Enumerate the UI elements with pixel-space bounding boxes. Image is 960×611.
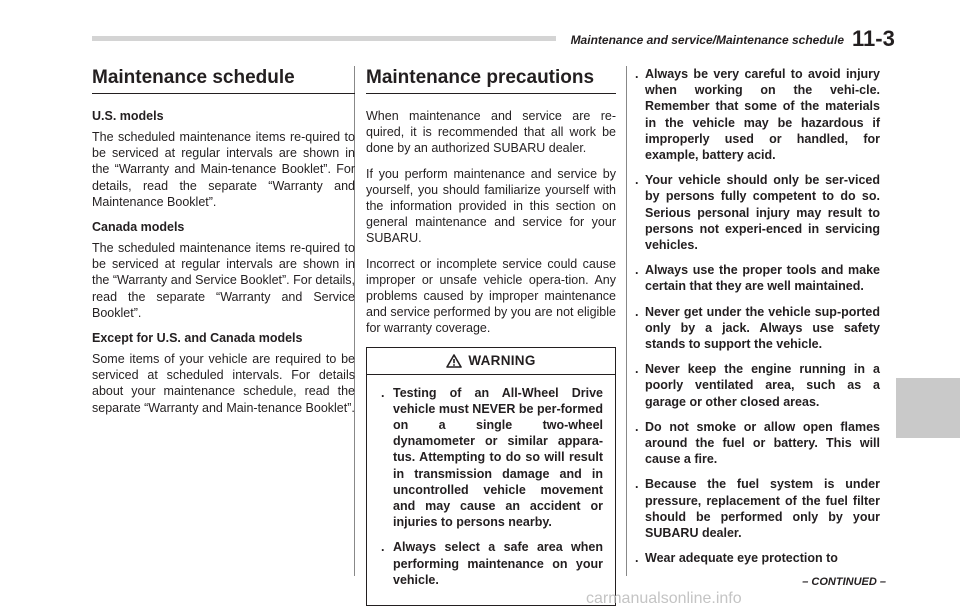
- bullet: .: [635, 263, 639, 278]
- warning-item: . Always select a safe area when performing maintenance on your vehicle.: [381, 540, 603, 587]
- bullet: .: [635, 304, 639, 319]
- bullet: .: [635, 551, 639, 566]
- column-2: [366, 66, 616, 606]
- paragraph-except-models: Some items of your vehicle are required to be serviced at scheduled intervals. For details about your maintenance schedule, read the separate “Warranty and Main-tenance Booklet”.: [92, 352, 355, 415]
- bullet: .: [635, 362, 639, 377]
- warning-body: [367, 375, 615, 605]
- bullet: .: [381, 540, 385, 555]
- subheading-except-models: Except for U.S. and Canada models: [92, 331, 303, 346]
- warning-item: . Wear adequate eye protection to: [635, 551, 838, 566]
- column-3: [627, 66, 886, 575]
- warning-item: . Never get under the vehicle sup-ported only by a jack. Always use safety stands to support the vehicle.: [635, 304, 880, 352]
- paragraph: Incorrect or incomplete service could cause improper or unsafe vehicle opera-tion. Any problems caused by improper maintenance and service performed by you are not eligible for warranty coverage.: [366, 256, 616, 336]
- paragraph: When maintenance and service are re-quired, it is recommended that all work be done by an authorized SUBARU dealer.: [366, 109, 616, 156]
- bullet: .: [381, 385, 385, 400]
- warning-header: [367, 348, 615, 375]
- bullet: .: [635, 477, 639, 492]
- bullet: .: [635, 173, 639, 188]
- subheading-canada-models: Canada models: [92, 220, 185, 235]
- warning-triangle-icon: [446, 354, 462, 368]
- paragraph-us-models: The scheduled maintenance items re-quired to be serviced at regular intervals are shown in the “Warranty and Main-tenance Booklet”. For details, read the separate “Warranty and Maintenance Booklet”.: [92, 130, 355, 209]
- warning-item: . Do not smoke or allow open flames around the fuel or battery. This will cause a fire.: [635, 419, 880, 467]
- paragraph: If you perform maintenance and service by yourself, you should familiarize yourself with the information provided in this section on general maintenance and service for your SUBARU.: [366, 166, 616, 246]
- paragraph-canada-models: The scheduled maintenance items re-quired to be serviced at regular intervals are shown in the “Warranty and Service Booklet”. For details, read the separate “Warranty and Service Booklet”.: [92, 241, 355, 320]
- section-title-maintenance-precautions: Maintenance precautions: [366, 66, 616, 94]
- chapter-thumb-tab: [896, 378, 960, 438]
- watermark: carmanualsonline.info: [586, 590, 742, 607]
- header-bar: [92, 36, 556, 41]
- warning-box: [366, 347, 616, 606]
- warning-item: . Always use the proper tools and make certain that they are well maintained.: [635, 263, 880, 294]
- subheading-us-models: U.S. models: [92, 109, 164, 123]
- warning-item: . Testing of an All-Wheel Drive vehicle must NEVER be per-formed on a single two-wheel dynamometer or similar appara-tus. Attempting to do so will result in transmission damage and in uncontrolled vehicle movement and may cause an accident or injuries to persons nearby.: [381, 385, 603, 530]
- warning-label: WARNING: [468, 353, 536, 369]
- page-number: 11-3: [852, 26, 895, 51]
- bullet: .: [635, 419, 639, 434]
- continued-label: – CONTINUED –: [802, 576, 886, 588]
- column-1: [92, 66, 355, 425]
- running-header-title: Maintenance and service/Maintenance schedule: [570, 33, 844, 47]
- bullet: .: [635, 67, 639, 81]
- warning-item: . Because the fuel system is under pressure, replacement of the fuel filter should be performed only by your SUBARU dealer.: [635, 477, 880, 541]
- warning-item: . Always be very careful to avoid injury when working on the vehi-cle. Remember that some of the materials in the vehicle may be hazardous if improperly used or handled, for example, battery acid.: [635, 67, 880, 163]
- warning-item: . Never keep the engine running in a poorly ventilated area, such as a garage or other closed areas.: [635, 362, 880, 409]
- section-title-maintenance-schedule: Maintenance schedule: [92, 66, 355, 94]
- warning-item: . Your vehicle should only be ser-viced by persons fully competent to do so. Serious personal injury may result to persons not experi-enced in servicing vehicles.: [635, 173, 880, 253]
